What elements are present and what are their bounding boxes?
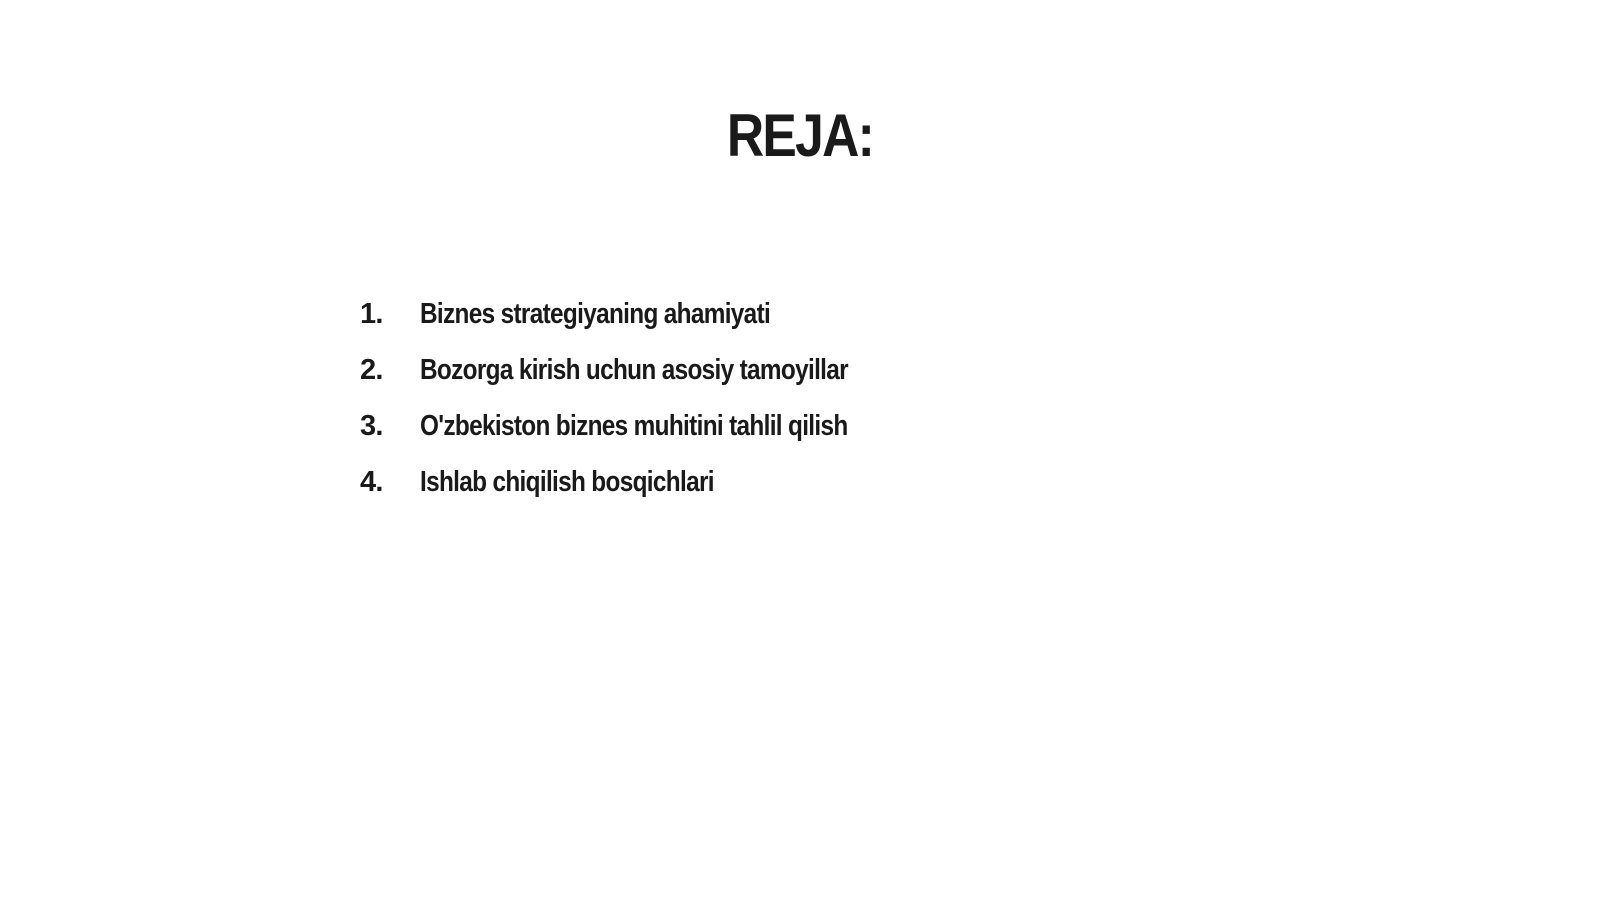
plan-item-number: 2. [360, 353, 383, 386]
plan-item-label: Ishlab chiqilish bosqichlari [420, 465, 714, 498]
plan-item-number: 3. [360, 409, 383, 442]
plan-item-number: 1. [360, 297, 383, 330]
slide-title [112, 98, 1488, 174]
plan-list [360, 286, 929, 510]
plan-item-2 [360, 342, 929, 398]
plan-item-3 [360, 398, 929, 454]
plan-item-label: O'zbekiston biznes muhitini tahlil qilish [420, 409, 848, 442]
plan-item-number: 4. [360, 465, 383, 498]
plan-item-label: Biznes strategiyaning ahamiyati [420, 297, 771, 330]
plan-item-label: Bozorga kirish uchun asosiy tamoyillar [420, 353, 848, 386]
slide-title-text: REJA: [726, 102, 874, 169]
plan-item-4 [360, 454, 929, 510]
plan-item-1 [360, 286, 929, 342]
